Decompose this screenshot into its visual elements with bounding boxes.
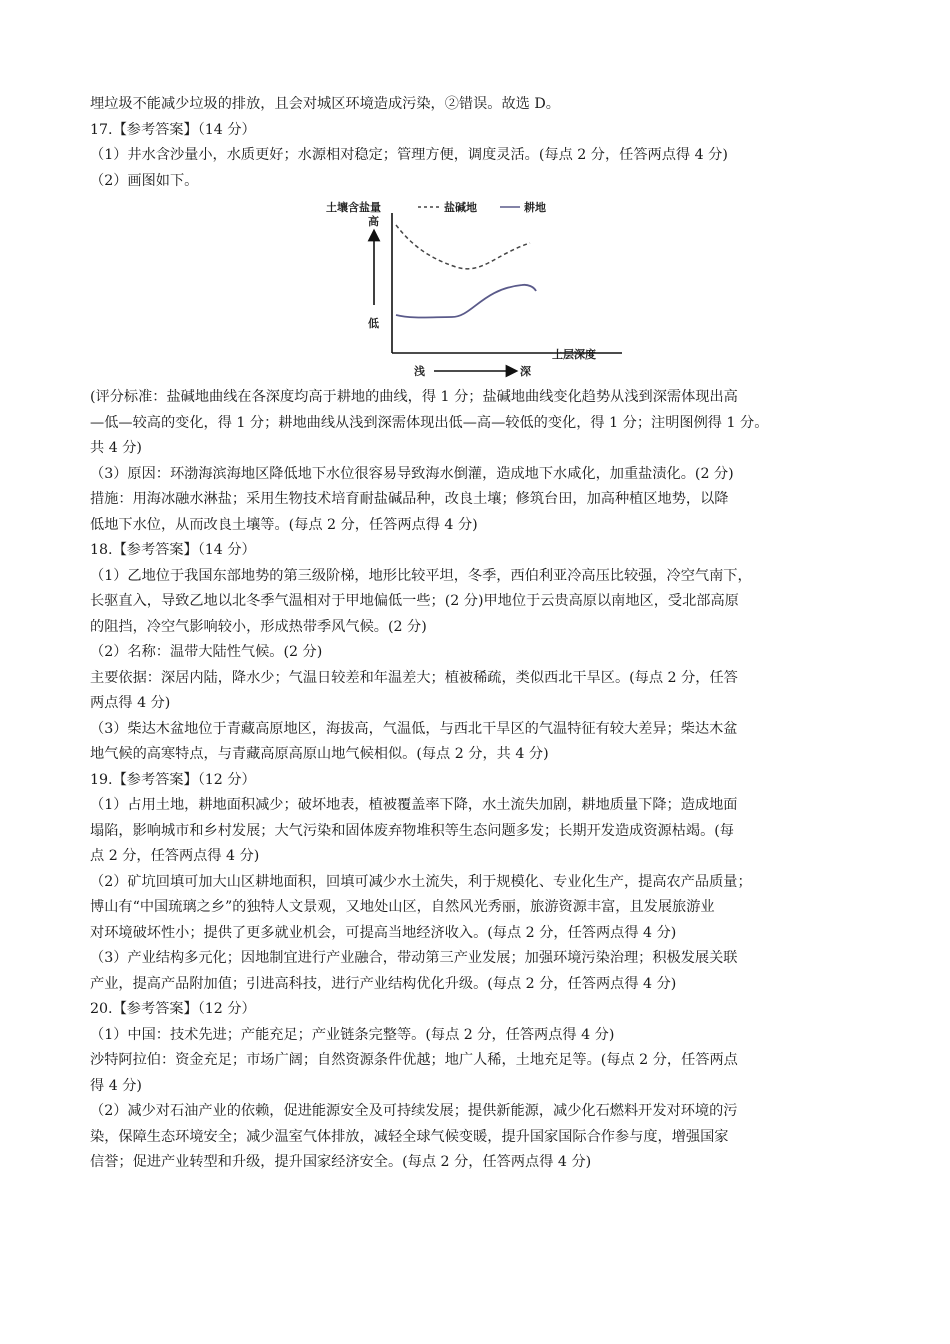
text-line: （2）名称：温带大陆性气候。(2 分) xyxy=(90,644,323,660)
text-block-before-figure xyxy=(90,92,880,194)
text-line: （2）矿坑回填可加大山区耕地面积，回填可减少水土流失，利于规模化、专业化生产，提高农产品质量； xyxy=(90,873,752,890)
text-line: 17.【参考答案】（14 分） xyxy=(90,121,256,138)
y-high-label: 高 xyxy=(368,215,379,228)
text-line: 长驱直入，导致乙地以北冬季气温相对于甲地偏低一些；(2 分)甲地位于云贵高原以南地区，受北部高原 xyxy=(90,593,739,609)
text-line: 主要依据：深居内陆，降水少；气温日较差和年温差大；植被稀疏，类似西北干旱区。(每点 2 分，任答 xyxy=(90,669,738,686)
text-line: 点 2 分，任答两点得 4 分) xyxy=(90,848,260,864)
text-line: 埋垃圾不能减少垃圾的排放，且会对城区环境造成污染，②错误。故选 D。 xyxy=(90,96,560,112)
text-line: 地气候的高寒特点，与青藏高原高原山地气候相似。(每点 2 分，共 4 分) xyxy=(90,746,549,762)
x-axis-label: 土层深度 xyxy=(552,348,596,361)
text-line: 的阻挡，冷空气影响较小，形成热带季风气候。(2 分) xyxy=(90,618,427,635)
text-line: （2）减少对石油产业的依赖，促进能源安全及可持续发展；提供新能源，减少化石燃料开发对环境的污 xyxy=(90,1103,738,1119)
salinity-depth-chart xyxy=(322,195,622,381)
text-line: (评分标准：盐碱地曲线在各深度均高于耕地的曲线，得 1 分；盐碱地曲线变化趋势从浅到深需体现出高 xyxy=(90,389,738,405)
text-line: 两点得 4 分) xyxy=(90,695,171,711)
text-line: （1）乙地位于我国东部地势的第三级阶梯，地形比较平坦，冬季，西伯利亚冷高压比较强，冷空气南下， xyxy=(90,567,752,584)
text-line: 博山有“中国琉璃之乡”的独特人文景观，又地处山区，自然风光秀丽，旅游资源丰富，且发展旅游业 xyxy=(90,899,715,915)
saline-curve xyxy=(396,225,530,269)
text-line: （2）画图如下。 xyxy=(90,172,199,189)
text-line: 低地下水位，从而改良土壤等。(每点 2 分，任答两点得 4 分) xyxy=(90,516,478,533)
text-line: 措施：用海冰融水淋盐；采用生物技术培育耐盐碱品种，改良土壤；修筑台田，加高种植区地势，以降 xyxy=(90,491,729,507)
x-shallow-label: 浅 xyxy=(414,365,425,378)
text-line: （1）井水含沙量小，水质更好；水源相对稳定；管理方便，调度灵活。(每点 2 分，任答两点得 4 分) xyxy=(90,147,728,163)
text-line: （3）柴达木盆地位于青藏高原地区，海拔高，气温低，与西北干旱区的气温特征有较大差异；柴达木盆 xyxy=(90,720,738,737)
text-line: （1）占用土地，耕地面积减少；破坏地表，植被覆盖率下降，水土流失加剧，耕地质量下降；造成地面 xyxy=(90,797,738,813)
y-axis-label: 土壤含盐量 xyxy=(326,201,381,214)
text-line: 信誉；促进产业转型和升级，提升国家经济安全。(每点 2 分，任答两点得 4 分) xyxy=(90,1154,592,1170)
text-line: 对环境破坏性小；提供了更多就业机会，可提高当地经济收入。(每点 2 分，任答两点得 4 分) xyxy=(90,924,677,941)
text-line: 得 4 分) xyxy=(90,1077,142,1094)
text-line: 共 4 分) xyxy=(90,440,142,456)
text-block-after-figure xyxy=(90,385,880,1176)
text-line: 染，保障生态环境安全；减少温室气体排放，减轻全球气候变暖，提升国家国际合作参与度，增强国家 xyxy=(90,1128,729,1145)
text-line: （3）原因：环渤海滨海地区降低地下水位很容易导致海水倒灌，造成地下水咸化，加重盐渍化。(2 分) xyxy=(90,465,734,482)
text-line: 产业，提高产品附加值；引进高科技，进行产业结构优化升级。(每点 2 分，任答两点得 4 分) xyxy=(90,975,677,992)
answer-document xyxy=(90,92,880,1176)
text-line: 沙特阿拉伯：资金充足；市场广阔；自然资源条件优越；地广人稀，土地充足等。(每点 2 分，任答两点 xyxy=(90,1052,738,1068)
text-line: （3）产业结构多元化；因地制宜进行产业融合，带动第三产业发展；加强环境污染治理；积极发展关联 xyxy=(90,950,738,966)
text-line: 塌陷，影响城市和乡村发展；大气污染和固体废弃物堆积等生态问题多发；长期开发造成资源枯竭。(每 xyxy=(90,822,734,839)
text-line: 19.【参考答案】（12 分） xyxy=(90,771,256,788)
text-line: 18.【参考答案】（14 分） xyxy=(90,542,256,558)
x-deep-label: 深 xyxy=(520,365,531,378)
y-low-label: 低 xyxy=(368,317,379,330)
text-line: （1）中国：技术先进；产能充足；产业链条完整等。(每点 2 分，任答两点得 4 分) xyxy=(90,1026,615,1043)
legend-saline-label: 盐碱地 xyxy=(444,201,477,214)
farmland-curve xyxy=(396,285,536,318)
salinity-figure xyxy=(90,195,880,383)
text-line: 20.【参考答案】（12 分） xyxy=(90,1001,256,1017)
legend-farmland-label: 耕地 xyxy=(524,201,546,214)
text-line: —低—较高的变化，得 1 分；耕地曲线从浅到深需体现出低—高—较低的变化，得 1 分；注明图例得 1 分。 xyxy=(90,414,769,431)
